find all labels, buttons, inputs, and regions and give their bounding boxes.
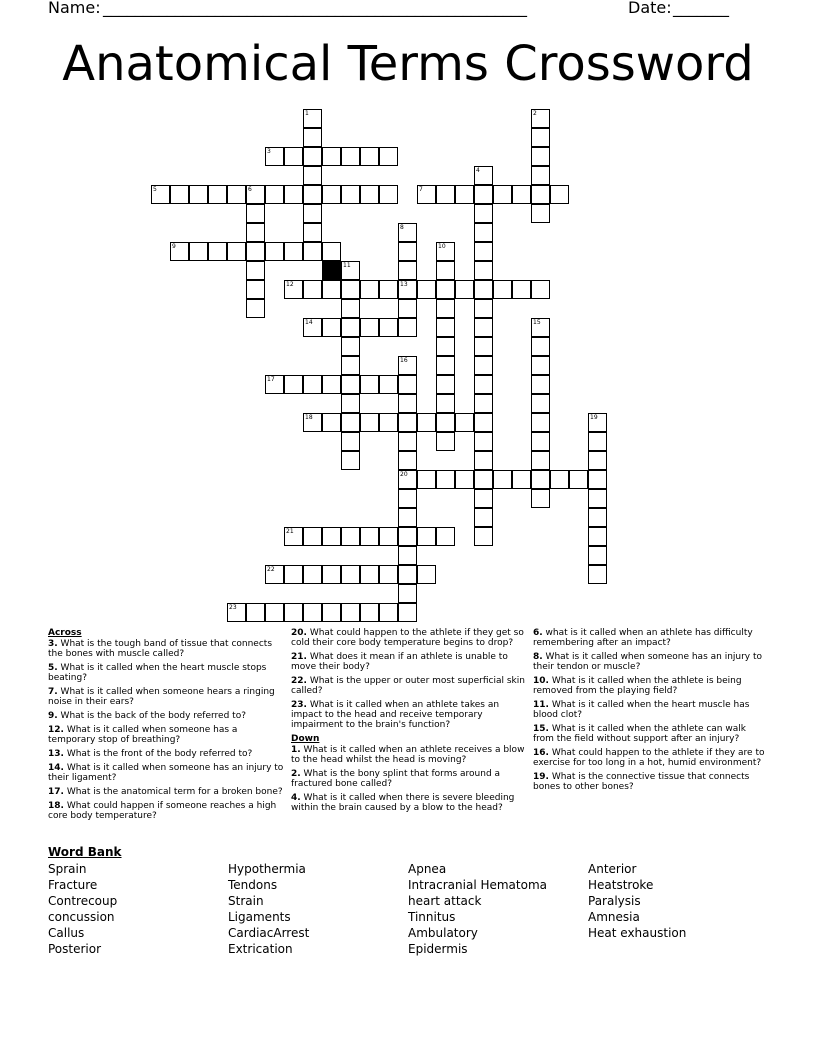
word-bank-item: Sprain (48, 862, 87, 876)
crossword-cell[interactable] (246, 223, 265, 242)
crossword-cell[interactable] (398, 356, 417, 375)
crossword-cell[interactable] (398, 508, 417, 527)
crossword-cell[interactable] (322, 413, 341, 432)
crossword-cell[interactable] (417, 565, 436, 584)
crossword-cell[interactable] (322, 603, 341, 622)
clue-item-number: 6. (533, 628, 543, 638)
crossword-cell[interactable] (360, 280, 379, 299)
crossword-cell[interactable] (417, 527, 436, 546)
clue-column-3 (533, 628, 769, 796)
crossword-cell[interactable] (303, 375, 322, 394)
crossword-cell[interactable] (189, 185, 208, 204)
clue-item: 14. What is it called when someone has an injury to their ligament? (48, 763, 284, 783)
crossword-cell[interactable] (379, 603, 398, 622)
crossword-cell[interactable] (455, 185, 474, 204)
clue-item: 17. What is the anatomical term for a broken bone? (48, 787, 283, 797)
clue-item-number: 20. (291, 628, 307, 638)
crossword-cell[interactable] (322, 280, 341, 299)
clue-item: 22. What is the upper or outer most superficial skin called? (291, 676, 525, 696)
crossword-cell[interactable] (512, 185, 531, 204)
crossword-cell[interactable] (398, 299, 417, 318)
crossword-cell[interactable] (531, 204, 550, 223)
page-title: Anatomical Terms Crossword (62, 36, 754, 92)
crossword-cell[interactable] (284, 280, 303, 299)
crossword-cell[interactable] (398, 527, 417, 546)
crossword-cell[interactable] (341, 375, 360, 394)
crossword-cell[interactable] (436, 318, 455, 337)
crossword-cell[interactable] (227, 185, 246, 204)
crossword-cell[interactable] (360, 413, 379, 432)
crossword-cell[interactable] (531, 337, 550, 356)
crossword-cell[interactable] (588, 489, 607, 508)
crossword-cell[interactable] (265, 185, 284, 204)
word-bank-item: Posterior (48, 942, 102, 956)
crossword-cell[interactable] (398, 242, 417, 261)
word-bank-item: Ambulatory (408, 926, 478, 940)
crossword-cell[interactable] (360, 603, 379, 622)
clue-item: 20. What could happen to the athlete if they get so cold their core body temperature begins to drop? (291, 628, 524, 648)
crossword-cell[interactable] (417, 185, 436, 204)
crossword-cell[interactable] (322, 565, 341, 584)
clue-item: 23. What is it called when an athlete takes an impact to the head and receive temporary impairment to the brain's function? (291, 700, 500, 730)
crossword-cell[interactable] (360, 375, 379, 394)
crossword-cell[interactable] (474, 204, 493, 223)
crossword-cell[interactable] (341, 603, 360, 622)
crossword-cell[interactable] (341, 280, 360, 299)
crossword-cell[interactable] (284, 603, 303, 622)
crossword-cell[interactable] (284, 147, 303, 166)
crossword-cell[interactable] (360, 147, 379, 166)
word-bank-column-3 (408, 861, 547, 957)
crossword-cell[interactable] (303, 185, 322, 204)
crossword-cell[interactable] (379, 280, 398, 299)
clue-item: 3. What is the tough band of tissue that connects the bones with muscle called? (48, 639, 273, 659)
crossword-cell[interactable] (493, 280, 512, 299)
word-bank-item: Fracture (48, 878, 98, 892)
crossword-cell[interactable] (531, 489, 550, 508)
crossword-cell[interactable] (512, 470, 531, 489)
crossword-cell[interactable] (170, 185, 189, 204)
crossword-cell[interactable] (531, 432, 550, 451)
clue-number: 20 (400, 471, 408, 478)
crossword-cell[interactable] (246, 261, 265, 280)
clue-item: 18. What could happen if someone reaches a high core body temperature? (48, 801, 277, 821)
clue-item-number: 19. (533, 772, 549, 782)
crossword-cell[interactable] (436, 394, 455, 413)
crossword-cell[interactable] (531, 318, 550, 337)
crossword-cell[interactable] (303, 603, 322, 622)
clue-item-number: 21. (291, 652, 307, 662)
crossword-cell[interactable] (474, 185, 493, 204)
clue-item: 7. What is it called when someone hears a ringing noise in their ears? (48, 687, 275, 707)
clue-item-number: 4. (291, 793, 301, 803)
crossword-cell[interactable] (322, 527, 341, 546)
clue-number: 4 (476, 167, 480, 174)
crossword-cell[interactable] (379, 318, 398, 337)
crossword-cell[interactable] (246, 204, 265, 223)
crossword-cell[interactable] (531, 451, 550, 470)
crossword-cell[interactable] (474, 166, 493, 185)
crossword-cell[interactable] (455, 280, 474, 299)
crossword-cell[interactable] (436, 299, 455, 318)
crossword-cell[interactable] (436, 261, 455, 280)
clue-item-number: 13. (48, 749, 64, 759)
crossword-cell[interactable] (436, 432, 455, 451)
crossword-cell[interactable] (341, 318, 360, 337)
crossword-cell[interactable] (341, 394, 360, 413)
crossword-cell[interactable] (303, 527, 322, 546)
crossword-cell[interactable] (398, 546, 417, 565)
crossword-cell[interactable] (284, 565, 303, 584)
crossword-cell[interactable] (398, 451, 417, 470)
name-line[interactable]: _____________________________________________________ (103, 0, 527, 17)
crossword-cell[interactable] (151, 185, 170, 204)
word-bank-item: Anterior (588, 862, 637, 876)
clue-item: 8. What is it called when someone has an injury to their tendon or muscle? (533, 652, 763, 672)
crossword-cell[interactable] (265, 565, 284, 584)
clue-number: 11 (343, 262, 351, 269)
crossword-cell[interactable] (474, 337, 493, 356)
crossword-cell[interactable] (170, 242, 189, 261)
crossword-cell[interactable] (379, 413, 398, 432)
crossword-cell[interactable] (303, 147, 322, 166)
crossword-cell[interactable] (284, 375, 303, 394)
crossword-cell[interactable] (322, 147, 341, 166)
crossword-cell[interactable] (588, 527, 607, 546)
crossword-cell[interactable] (246, 299, 265, 318)
crossword-cell[interactable] (303, 413, 322, 432)
crossword-cell[interactable] (417, 413, 436, 432)
crossword-cell[interactable] (455, 470, 474, 489)
crossword-cell[interactable] (512, 280, 531, 299)
clue-item: 13. What is the front of the body referred to? (48, 749, 253, 759)
crossword-cell[interactable] (474, 432, 493, 451)
crossword-cell[interactable] (474, 223, 493, 242)
crossword-cell[interactable] (588, 432, 607, 451)
clue-item: 19. What is the connective tissue that connects bones to other bones? (533, 772, 750, 792)
date-label: Date: (628, 0, 677, 17)
clue-number: 5 (153, 186, 157, 193)
word-bank-column-2 (228, 861, 309, 957)
crossword-cell[interactable] (588, 451, 607, 470)
crossword-cell[interactable] (474, 470, 493, 489)
word-bank-item: Heatstroke (588, 878, 654, 892)
clue-section-heading: Across (48, 628, 82, 638)
crossword-cell[interactable] (303, 223, 322, 242)
crossword-cell[interactable] (379, 185, 398, 204)
clue-number: 8 (400, 224, 404, 231)
crossword-cell[interactable] (588, 413, 607, 432)
word-bank-item: concussion (48, 910, 115, 924)
clue-number: 15 (533, 319, 541, 326)
clue-item: 1. What is it called when an athlete receives a blow to the head whilst the head is moving? (291, 745, 525, 765)
word-bank-item: Tinnitus (408, 910, 456, 924)
clue-item-number: 2. (291, 769, 301, 779)
word-bank-title: Word Bank (48, 845, 122, 859)
crossword-cell[interactable] (474, 318, 493, 337)
clue-number: 10 (438, 243, 446, 250)
crossword-cell[interactable] (265, 375, 284, 394)
crossword-cell[interactable] (474, 451, 493, 470)
crossword-cell[interactable] (341, 413, 360, 432)
word-bank-item: Hypothermia (228, 862, 306, 876)
crossword-cell[interactable] (436, 470, 455, 489)
crossword-cell[interactable] (474, 527, 493, 546)
clue-item: 2. What is the bony splint that forms around a fractured bone called? (291, 769, 501, 789)
clue-item-number: 9. (48, 711, 58, 721)
name-label: Name: (48, 0, 106, 17)
word-bank-item: Epidermis (408, 942, 468, 956)
clue-item: 10. What is it called when the athlete is being removed from the playing field? (533, 676, 742, 696)
crossword-cell[interactable] (531, 166, 550, 185)
clue-item: 5. What is it called when the heart muscle stops beating? (48, 663, 267, 683)
crossword-cell[interactable] (341, 147, 360, 166)
clue-item-number: 1. (291, 745, 301, 755)
clue-number: 3 (267, 148, 271, 155)
crossword-cell[interactable] (265, 242, 284, 261)
word-bank-item: Strain (228, 894, 264, 908)
clue-column-1 (48, 628, 284, 825)
clue-item-number: 10. (533, 676, 549, 686)
crossword-cell[interactable] (303, 128, 322, 147)
clue-number: 16 (400, 357, 408, 364)
clue-item: 15. What is it called when the athlete can walk from the field without support after an injury? (533, 724, 746, 744)
clue-number: 22 (267, 566, 275, 573)
clue-number: 21 (286, 528, 294, 535)
crossword-cell[interactable] (398, 280, 417, 299)
clue-item-number: 15. (533, 724, 549, 734)
word-bank-item: Contrecoup (48, 894, 118, 908)
crossword-cell[interactable] (341, 432, 360, 451)
crossword-cell[interactable] (436, 242, 455, 261)
crossword-cell[interactable] (322, 375, 341, 394)
crossword-cell[interactable] (303, 204, 322, 223)
date-line[interactable]: _______ (673, 0, 729, 17)
crossword-cell[interactable] (341, 527, 360, 546)
clue-section-heading: Down (291, 734, 320, 744)
crossword-cell[interactable] (303, 565, 322, 584)
crossword-cell[interactable] (265, 147, 284, 166)
clue-item: 11. What is it called when the heart muscle has blood clot? (533, 700, 750, 720)
crossword-cell[interactable] (322, 185, 341, 204)
crossword-cell[interactable] (417, 470, 436, 489)
crossword-cell[interactable] (398, 394, 417, 413)
crossword-cell[interactable] (265, 603, 284, 622)
crossword-cell[interactable] (531, 280, 550, 299)
crossword-cell[interactable] (341, 185, 360, 204)
crossword-cell[interactable] (569, 470, 588, 489)
crossword-cell[interactable] (474, 280, 493, 299)
crossword-cell[interactable] (398, 565, 417, 584)
clue-column-2 (291, 628, 527, 817)
clue-number: 13 (400, 281, 408, 288)
crossword-cell[interactable] (474, 394, 493, 413)
crossword-cell[interactable] (398, 261, 417, 280)
crossword-cell[interactable] (284, 185, 303, 204)
clue-item-number: 12. (48, 725, 64, 735)
clue-item-number: 5. (48, 663, 58, 673)
clue-number: 9 (172, 243, 176, 250)
crossword-cell[interactable] (398, 223, 417, 242)
crossword-cell[interactable] (531, 109, 550, 128)
crossword-cell[interactable] (436, 527, 455, 546)
clue-item-number: 23. (291, 700, 307, 710)
crossword-cell[interactable] (531, 394, 550, 413)
crossword-cell[interactable] (474, 356, 493, 375)
crossword-cell[interactable] (531, 375, 550, 394)
crossword-cell[interactable] (531, 185, 550, 204)
crossword-cell[interactable] (493, 185, 512, 204)
crossword-cell[interactable] (531, 356, 550, 375)
crossword-cell[interactable] (550, 470, 569, 489)
clue-number: 17 (267, 376, 275, 383)
clue-item: 21. What does it mean if an athlete is unable to move their body? (291, 652, 508, 672)
crossword-cell[interactable] (360, 565, 379, 584)
crossword-cell[interactable] (379, 565, 398, 584)
crossword-cell[interactable] (398, 584, 417, 603)
crossword-cell[interactable] (398, 603, 417, 622)
crossword-cell[interactable] (303, 109, 322, 128)
clue-item-number: 7. (48, 687, 58, 697)
word-bank-item: Ligaments (228, 910, 291, 924)
crossword-cell[interactable] (322, 242, 341, 261)
clue-item-number: 16. (533, 748, 549, 758)
crossword-cell[interactable] (474, 489, 493, 508)
crossword-cell[interactable] (436, 375, 455, 394)
clue-number: 23 (229, 604, 237, 611)
crossword-cell[interactable] (588, 565, 607, 584)
crossword-cell[interactable] (341, 451, 360, 470)
crossword-cell[interactable] (208, 242, 227, 261)
word-bank-item: Extrication (228, 942, 293, 956)
crossword-cell[interactable] (474, 413, 493, 432)
crossword-cell[interactable] (531, 147, 550, 166)
crossword-cell[interactable] (398, 489, 417, 508)
crossword-cell[interactable] (303, 280, 322, 299)
crossword-cell[interactable] (341, 299, 360, 318)
clue-number: 19 (590, 414, 598, 421)
crossword-cell[interactable] (398, 413, 417, 432)
word-bank-column-1 (48, 861, 117, 957)
crossword-cell[interactable] (474, 261, 493, 280)
clue-number: 1 (305, 110, 309, 117)
crossword-cell[interactable] (531, 413, 550, 432)
crossword-cell[interactable] (322, 318, 341, 337)
crossword-cell[interactable] (398, 375, 417, 394)
word-bank-item: Tendons (228, 878, 278, 892)
crossword-cell[interactable] (379, 375, 398, 394)
crossword-cell[interactable] (341, 356, 360, 375)
crossword-cell[interactable] (455, 413, 474, 432)
clue-item-number: 22. (291, 676, 307, 686)
crossword-cell[interactable] (398, 470, 417, 489)
word-bank-item: Callus (48, 926, 85, 940)
crossword-cell[interactable] (341, 261, 360, 280)
crossword-cell[interactable] (360, 527, 379, 546)
crossword-cell[interactable] (474, 508, 493, 527)
crossword-cell[interactable] (360, 185, 379, 204)
crossword-cell[interactable] (379, 527, 398, 546)
crossword-cell[interactable] (227, 603, 246, 622)
clue-number: 14 (305, 319, 313, 326)
crossword-black-cell (322, 261, 341, 280)
clue-item: 6. what is it called when an athlete has difficulty remembering after an impact? (533, 628, 753, 648)
crossword-cell[interactable] (588, 546, 607, 565)
crossword-cell[interactable] (341, 337, 360, 356)
clue-number: 6 (248, 186, 252, 193)
crossword-cell[interactable] (588, 508, 607, 527)
crossword-cell[interactable] (436, 413, 455, 432)
crossword-cell[interactable] (474, 242, 493, 261)
clue-item-number: 17. (48, 787, 64, 797)
clue-item-number: 11. (533, 700, 549, 710)
clue-number: 7 (419, 186, 423, 193)
crossword-cell[interactable] (531, 128, 550, 147)
crossword-cell[interactable] (246, 280, 265, 299)
crossword-cell[interactable] (227, 242, 246, 261)
crossword-cell[interactable] (398, 318, 417, 337)
crossword-cell[interactable] (531, 470, 550, 489)
crossword-cell[interactable] (436, 337, 455, 356)
crossword-cell[interactable] (398, 432, 417, 451)
crossword-cell[interactable] (493, 470, 512, 489)
crossword-cell[interactable] (436, 185, 455, 204)
word-bank-column-4 (588, 861, 686, 941)
crossword-cell[interactable] (550, 185, 569, 204)
crossword-cell[interactable] (474, 299, 493, 318)
word-bank-item: Apnea (408, 862, 447, 876)
clue-item: 4. What is it called when there is severe bleeding within the brain caused by a blow to the head? (291, 793, 515, 813)
clue-item-number: 3. (48, 639, 58, 649)
crossword-cell[interactable] (246, 185, 265, 204)
word-bank-item: Intracranial Hematoma (408, 878, 548, 892)
clue-item-number: 14. (48, 763, 64, 773)
clue-item-number: 8. (533, 652, 543, 662)
word-bank-item: Paralysis (588, 894, 641, 908)
word-bank-item: Heat exhaustion (588, 926, 687, 940)
clue-number: 18 (305, 414, 313, 421)
clue-item-number: 18. (48, 801, 64, 811)
word-bank-item: Amnesia (588, 910, 640, 924)
word-bank-item: CardiacArrest (228, 926, 310, 940)
crossword-cell[interactable] (303, 318, 322, 337)
crossword-cell[interactable] (474, 375, 493, 394)
clue-number: 2 (533, 110, 537, 117)
crossword-cell[interactable] (246, 242, 265, 261)
crossword-cell[interactable] (284, 527, 303, 546)
clue-item: 16. What could happen to the athlete if they are to exercise for too long in a hot, humid environment? (533, 748, 765, 768)
word-bank-item: heart attack (408, 894, 482, 908)
crossword-cell[interactable] (246, 603, 265, 622)
clue-item: 9. What is the back of the body referred to? (48, 711, 246, 721)
crossword-cell[interactable] (208, 185, 227, 204)
crossword-cell[interactable] (189, 242, 208, 261)
crossword-cell[interactable] (341, 565, 360, 584)
crossword-cell[interactable] (417, 280, 436, 299)
crossword-cell[interactable] (379, 147, 398, 166)
clue-item: 12. What is it called when someone has a temporary stop of breathing? (48, 725, 238, 745)
crossword-cell[interactable] (303, 242, 322, 261)
crossword-cell[interactable] (360, 318, 379, 337)
crossword-cell[interactable] (436, 280, 455, 299)
clue-number: 12 (286, 281, 294, 288)
crossword-cell[interactable] (303, 166, 322, 185)
crossword-cell[interactable] (436, 356, 455, 375)
crossword-cell[interactable] (588, 470, 607, 489)
crossword-cell[interactable] (284, 242, 303, 261)
